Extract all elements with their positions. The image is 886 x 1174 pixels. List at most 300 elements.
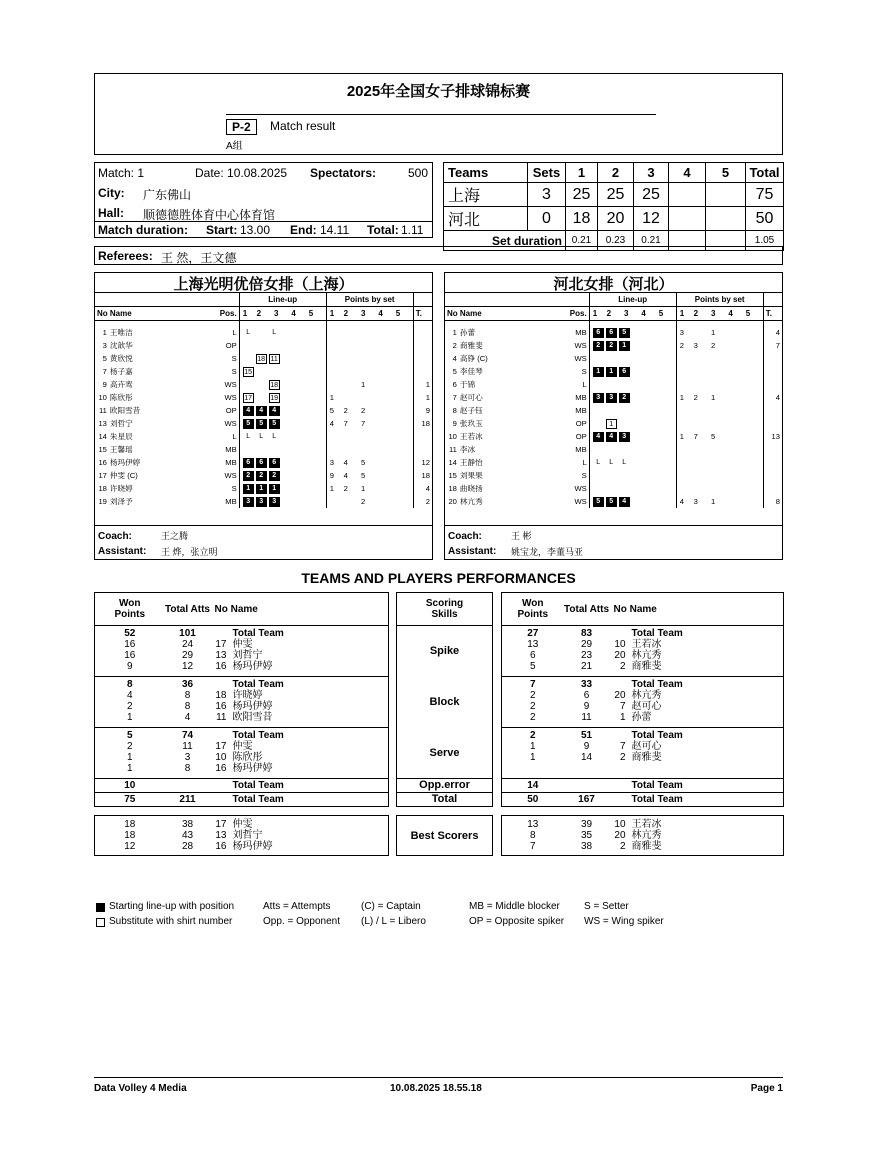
- player-number: 10: [614, 639, 626, 650]
- lineup-marker: 17: [244, 395, 253, 402]
- player-number: 2: [619, 661, 626, 672]
- player-set-points: [728, 495, 745, 508]
- player-name: 赵子钰: [459, 406, 483, 415]
- player-total-points: [763, 456, 782, 469]
- player-set-points: [378, 469, 395, 482]
- hall-label: Hall:: [98, 206, 125, 220]
- player-position: WS: [224, 419, 237, 428]
- total-atts: 33: [580, 679, 593, 690]
- header-box: [94, 73, 783, 155]
- team-b-roster: [445, 292, 782, 508]
- player-row: [445, 365, 782, 378]
- col-total: T.: [413, 307, 432, 321]
- player-number: 11: [99, 406, 107, 415]
- player-name: Total Team: [232, 730, 284, 741]
- player-number: 1: [102, 328, 107, 337]
- lineup-marker: 1: [243, 484, 254, 494]
- player-name: 林亢秀: [631, 690, 662, 701]
- lineup-marker: L: [609, 459, 614, 466]
- player-position: S: [231, 367, 237, 376]
- player-number: [610, 679, 626, 690]
- won-points: 2: [529, 712, 536, 723]
- player-set-points: 5: [360, 458, 366, 467]
- player-name: 孙蕾: [459, 328, 476, 337]
- player-number: 15: [98, 445, 107, 454]
- perf-cell: [95, 626, 165, 677]
- won-points: 75: [95, 793, 165, 807]
- player-lineup: [239, 430, 326, 443]
- won-points: 2: [126, 741, 133, 752]
- col-pos: Pos.: [564, 307, 589, 321]
- player-name: Total Team: [232, 679, 284, 690]
- perf-gap: [493, 626, 502, 677]
- lineup-marker: 2: [593, 341, 604, 351]
- lineup-marker: [282, 328, 293, 338]
- player-set-points: [728, 352, 745, 365]
- legend-item: MB = Middle blocker: [469, 901, 560, 912]
- score-cell: [669, 183, 706, 207]
- player-lineup: [589, 495, 676, 508]
- player-set-points: [326, 352, 343, 365]
- perf-cell: [610, 816, 628, 856]
- legend-item: Opp. = Opponent: [263, 916, 341, 927]
- competition-title: 2025年全国女子排球锦标赛: [346, 83, 531, 100]
- total-atts: 9: [583, 741, 590, 752]
- player-set-points: 7: [693, 432, 698, 441]
- player-set-points: [746, 326, 763, 339]
- player-lineup: [589, 404, 676, 417]
- header-atts: Total Atts: [165, 593, 211, 626]
- perf-gap: [389, 626, 397, 677]
- lineup-marker: 2: [619, 393, 630, 403]
- header-skills: Scoring Skills: [397, 593, 493, 626]
- player-total-points: [763, 404, 782, 417]
- player-set-points: [396, 495, 413, 508]
- lineup-marker: 1: [606, 419, 617, 429]
- player-total-points: [763, 469, 782, 482]
- player-name: 陈欣彤: [232, 752, 263, 763]
- player-set-points: [361, 352, 378, 365]
- total-atts: 35: [580, 830, 593, 841]
- player-position: OP: [575, 432, 587, 441]
- player-position: WS: [224, 471, 237, 480]
- player-name: 孙蕾: [631, 712, 652, 723]
- score-row-team-b: [444, 207, 784, 231]
- player-set-points: [326, 326, 343, 339]
- player-set-points: [344, 443, 361, 456]
- score-cell: 75: [746, 183, 784, 207]
- player-lineup: [239, 378, 326, 391]
- perf-gap: [389, 816, 397, 856]
- player-set-points: [378, 378, 395, 391]
- player-lineup: [589, 365, 676, 378]
- player-lineup: [239, 417, 326, 430]
- player-position: MB: [575, 393, 587, 402]
- player-set-points: [676, 417, 693, 430]
- player-set-points: [676, 365, 693, 378]
- lineup-marker: 5: [256, 419, 267, 429]
- end-label: End:: [290, 223, 317, 237]
- won-points: 6: [529, 650, 536, 661]
- player-set-points: [344, 430, 361, 443]
- report-subtitle: Match result: [270, 119, 336, 133]
- player-position: OP: [575, 419, 587, 428]
- won-points: 5: [126, 730, 133, 741]
- score-cell: 3: [528, 183, 566, 207]
- player-row: [445, 378, 782, 391]
- coach-name: 王之腾: [161, 531, 189, 541]
- won-points: 2: [529, 730, 536, 741]
- player-position: S: [231, 354, 237, 363]
- player-name: 张玖玉: [459, 419, 483, 428]
- player-lineup: [239, 365, 326, 378]
- lineup-marker: 4: [593, 432, 604, 442]
- match-date: Date: 10.08.2025: [195, 166, 288, 180]
- player-total-points: 8: [763, 495, 782, 508]
- player-lineup: [239, 326, 326, 339]
- perf-cell: [628, 816, 784, 856]
- player-number: 9: [102, 380, 107, 389]
- player-number: 20: [614, 690, 626, 701]
- player-set-points: [711, 378, 728, 391]
- lineup-marker: [243, 354, 254, 364]
- player-total-points: 4: [763, 391, 782, 404]
- total-atts: 9: [583, 701, 590, 712]
- total-atts: 8: [184, 701, 191, 712]
- lineup-marker: [295, 328, 306, 338]
- roster-spacer: [763, 293, 782, 307]
- perf-cell: [628, 728, 784, 779]
- player-set-points: [711, 482, 728, 495]
- player-set-points: [694, 469, 711, 482]
- player-position: MB: [575, 445, 587, 454]
- col-name: Name: [460, 307, 564, 321]
- player-lineup: [589, 430, 676, 443]
- player-name: 刘果果: [459, 471, 483, 480]
- perf-cell: [229, 816, 389, 856]
- team-name: 上海: [444, 183, 528, 207]
- player-row: [445, 404, 782, 417]
- player-number: 20: [614, 830, 626, 841]
- player-set-points: [378, 404, 395, 417]
- player-set-points: [746, 456, 763, 469]
- roster-group-header-row: [445, 293, 782, 307]
- player-set-points: 4: [343, 458, 348, 467]
- player-lineup: [589, 352, 676, 365]
- player-number: 16: [215, 841, 227, 852]
- header-won: Won Points: [95, 593, 165, 626]
- player-name: 商雅斐: [631, 841, 662, 852]
- score-header: Total: [746, 163, 784, 183]
- total-atts: 167: [564, 793, 610, 807]
- score-cell: [706, 207, 746, 231]
- player-set-points: [361, 365, 378, 378]
- legend-item: S = Setter: [584, 901, 629, 912]
- player-number: 10: [98, 393, 107, 402]
- player-lineup: [589, 482, 676, 495]
- player-set-points: [396, 417, 413, 430]
- player-number: 2: [619, 841, 626, 852]
- header-atts: Total Atts: [564, 593, 610, 626]
- player-position: L: [232, 432, 237, 441]
- score-cell: [669, 207, 706, 231]
- player-set-points: [728, 378, 745, 391]
- lineup-marker: 18: [270, 382, 279, 389]
- perf-cell: [165, 626, 211, 677]
- lineup-marker: 2: [269, 471, 280, 481]
- player-total-points: [763, 378, 782, 391]
- score-cell: 25: [566, 183, 598, 207]
- player-name: 杨玛伊婷: [109, 458, 141, 467]
- player-lineup: [239, 352, 326, 365]
- team-a-staff: [95, 525, 432, 560]
- player-set-points: [378, 326, 395, 339]
- perf-gap: [389, 677, 397, 728]
- perf-cell: [211, 626, 229, 677]
- player-set-points: [746, 482, 763, 495]
- score-cell: 50: [746, 207, 784, 231]
- player-total-points: [413, 339, 432, 352]
- lineup-marker: 5: [269, 419, 280, 429]
- score-cell: 18: [566, 207, 598, 231]
- player-set-points: [361, 430, 378, 443]
- player-position: L: [582, 380, 587, 389]
- player-name: 于锦: [459, 380, 476, 389]
- player-position: MB: [225, 458, 237, 467]
- lineup-marker: 2: [256, 471, 267, 481]
- player-total-points: 1: [413, 391, 432, 404]
- player-row: [445, 495, 782, 508]
- player-name: 林亢秀: [631, 830, 662, 841]
- player-set-points: [344, 352, 361, 365]
- assistant-label: Assistant:: [98, 546, 147, 557]
- col-set: 5: [396, 307, 413, 321]
- won-points: 8: [126, 679, 133, 690]
- col-total: T.: [763, 307, 782, 321]
- player-set-points: [728, 443, 745, 456]
- player-position: S: [581, 471, 587, 480]
- won-points: 2: [126, 701, 133, 712]
- perf-gap: [389, 779, 397, 793]
- team-a-name: 上海光明优倍女排（上海）: [173, 276, 354, 293]
- player-set-points: [711, 417, 728, 430]
- lineup-marker: 11: [270, 356, 278, 363]
- referees-label: Referees:: [98, 249, 153, 263]
- player-set-points: [396, 404, 413, 417]
- lineup-marker: [593, 419, 604, 429]
- player-lineup: [589, 469, 676, 482]
- total-atts: 12: [181, 661, 194, 672]
- perf-cell: [502, 677, 564, 728]
- lineup-marker: L: [272, 433, 277, 440]
- player-set-points: [326, 365, 343, 378]
- player-number: 14: [448, 458, 457, 467]
- footer-timestamp: 10.08.2025 18.55.18: [390, 1083, 482, 1094]
- player-set-points: [676, 404, 693, 417]
- player-set-points: [361, 443, 378, 456]
- player-name: 李佳琴: [459, 367, 483, 376]
- player-set-points: [728, 365, 745, 378]
- player-set-points: [396, 430, 413, 443]
- won-points: 5: [529, 661, 536, 672]
- player-name: 黄欣悦: [109, 354, 133, 363]
- group-label: A组: [226, 141, 243, 152]
- won-points: 50: [502, 793, 564, 807]
- player-total-points: [763, 352, 782, 365]
- legend: [94, 900, 783, 932]
- perf-cell: [628, 626, 784, 677]
- player-set-points: [694, 456, 711, 469]
- lineup-marker: [256, 380, 267, 390]
- player-set-points: [728, 430, 745, 443]
- player-total-points: [413, 443, 432, 456]
- perf-cell: [610, 677, 628, 728]
- lineup-marker: 4: [269, 406, 280, 416]
- player-position: OP: [225, 341, 237, 350]
- lineup-marker: 6: [593, 328, 604, 338]
- lineup-marker: L: [246, 433, 251, 440]
- header-won: Won Points: [502, 593, 564, 626]
- total-atts: 51: [580, 730, 593, 741]
- player-position: S: [581, 367, 587, 376]
- player-number: 8: [452, 406, 457, 415]
- lineup-marker: 6: [269, 458, 280, 468]
- hall-value: 顺德德胜体育中心体育馆: [143, 208, 276, 222]
- perf-spacer: [95, 807, 784, 816]
- player-set-points: [728, 482, 745, 495]
- player-total-points: 9: [413, 404, 432, 417]
- won-points: 9: [126, 661, 133, 672]
- player-number: 18: [448, 484, 457, 493]
- col-set: 3: [624, 307, 641, 321]
- player-lineup: [239, 456, 326, 469]
- score-cell: 25: [598, 183, 634, 207]
- player-name: 杨玛伊婷: [232, 763, 273, 774]
- lineup-marker: L: [622, 459, 627, 466]
- player-name: 高铮 (C): [459, 354, 488, 363]
- player-number: [211, 628, 227, 639]
- skill-block-row: [95, 626, 784, 677]
- player-set-points: [344, 326, 361, 339]
- scoring-skill: Block: [397, 677, 493, 728]
- player-lineup: [589, 443, 676, 456]
- player-name: 朱星辰: [109, 432, 133, 441]
- won-points: 7: [529, 679, 536, 690]
- player-set-points: [361, 326, 378, 339]
- lineup-marker: 15: [244, 369, 253, 376]
- player-set-points: [746, 430, 763, 443]
- col-set: 4: [641, 307, 658, 321]
- legend-item: Starting line-up with position: [109, 901, 235, 912]
- roster-spacer: [95, 293, 110, 307]
- player-number: [211, 679, 227, 690]
- legend-item: OP = Opposite spiker: [469, 916, 565, 927]
- player-number: 7: [452, 393, 457, 402]
- perf-cell: [229, 677, 389, 728]
- player-name: 商雅斐: [631, 752, 662, 763]
- player-lineup: [589, 391, 676, 404]
- player-set-points: [746, 352, 763, 365]
- player-set-points: 4: [343, 471, 348, 480]
- player-number: 11: [216, 712, 227, 723]
- player-position: MB: [225, 497, 237, 506]
- player-name: 杨子嘉: [109, 367, 133, 376]
- player-number: 20: [448, 497, 457, 506]
- perf-cell: [165, 728, 211, 779]
- player-number: [211, 730, 227, 741]
- score-cell: 12: [634, 207, 669, 231]
- perf-gap: [493, 728, 502, 779]
- player-set-points: [746, 378, 763, 391]
- player-row: [95, 378, 432, 391]
- player-lineup: [239, 482, 326, 495]
- city-value: 广东佛山: [143, 188, 192, 202]
- player-set-points: 3: [676, 326, 693, 339]
- col-set: 5: [659, 307, 676, 321]
- player-set-points: 4: [676, 495, 693, 508]
- perf-cell: [628, 677, 784, 728]
- player-set-points: 7: [343, 419, 348, 428]
- player-set-points: 7: [360, 419, 366, 428]
- player-name: 仲雯: [232, 741, 253, 752]
- end-value: 14.11: [320, 223, 350, 237]
- player-set-points: [676, 378, 693, 391]
- player-number: 17: [215, 741, 227, 752]
- player-row: [95, 417, 432, 430]
- city-label: City:: [98, 186, 125, 200]
- total-atts: 29: [580, 639, 593, 650]
- player-set-points: [378, 417, 395, 430]
- player-set-points: 1: [360, 380, 366, 389]
- player-set-points: [326, 339, 343, 352]
- player-set-points: [728, 391, 745, 404]
- player-number: 17: [215, 639, 227, 650]
- won-points: 4: [126, 690, 133, 701]
- lineup-marker: 3: [619, 432, 630, 442]
- player-number: 4: [452, 354, 457, 363]
- player-set-points: [344, 391, 361, 404]
- match-info: [94, 162, 433, 238]
- legend-item: WS = Wing spiker: [584, 916, 664, 927]
- player-set-points: 5: [326, 404, 343, 417]
- player-number: 15: [448, 471, 457, 480]
- col-set: 1: [326, 307, 343, 321]
- referees-box: [94, 246, 783, 265]
- scoring-skill: Opp.error: [397, 779, 493, 793]
- won-points: 1: [126, 712, 133, 723]
- player-number: 13: [215, 650, 227, 661]
- score-table: [443, 162, 783, 251]
- lineup-marker: 2: [606, 341, 617, 351]
- player-number: [211, 779, 229, 793]
- player-number: 1: [452, 328, 457, 337]
- perf-gap: [389, 728, 397, 779]
- player-name: 陈欣彤: [109, 393, 133, 402]
- total-atts: 4: [184, 712, 191, 723]
- player-set-points: [711, 469, 728, 482]
- player-set-points: [378, 443, 395, 456]
- perf-header-row: [95, 593, 784, 626]
- player-set-points: 2: [343, 484, 348, 493]
- lineup-marker: 1: [619, 341, 630, 351]
- player-lineup: [239, 469, 326, 482]
- col-set: 4: [728, 307, 745, 321]
- player-set-points: [378, 352, 395, 365]
- lineup-marker: 1: [593, 367, 604, 377]
- player-number: 7: [102, 367, 107, 376]
- total-atts: 211: [165, 793, 211, 807]
- perf-cell: [211, 677, 229, 728]
